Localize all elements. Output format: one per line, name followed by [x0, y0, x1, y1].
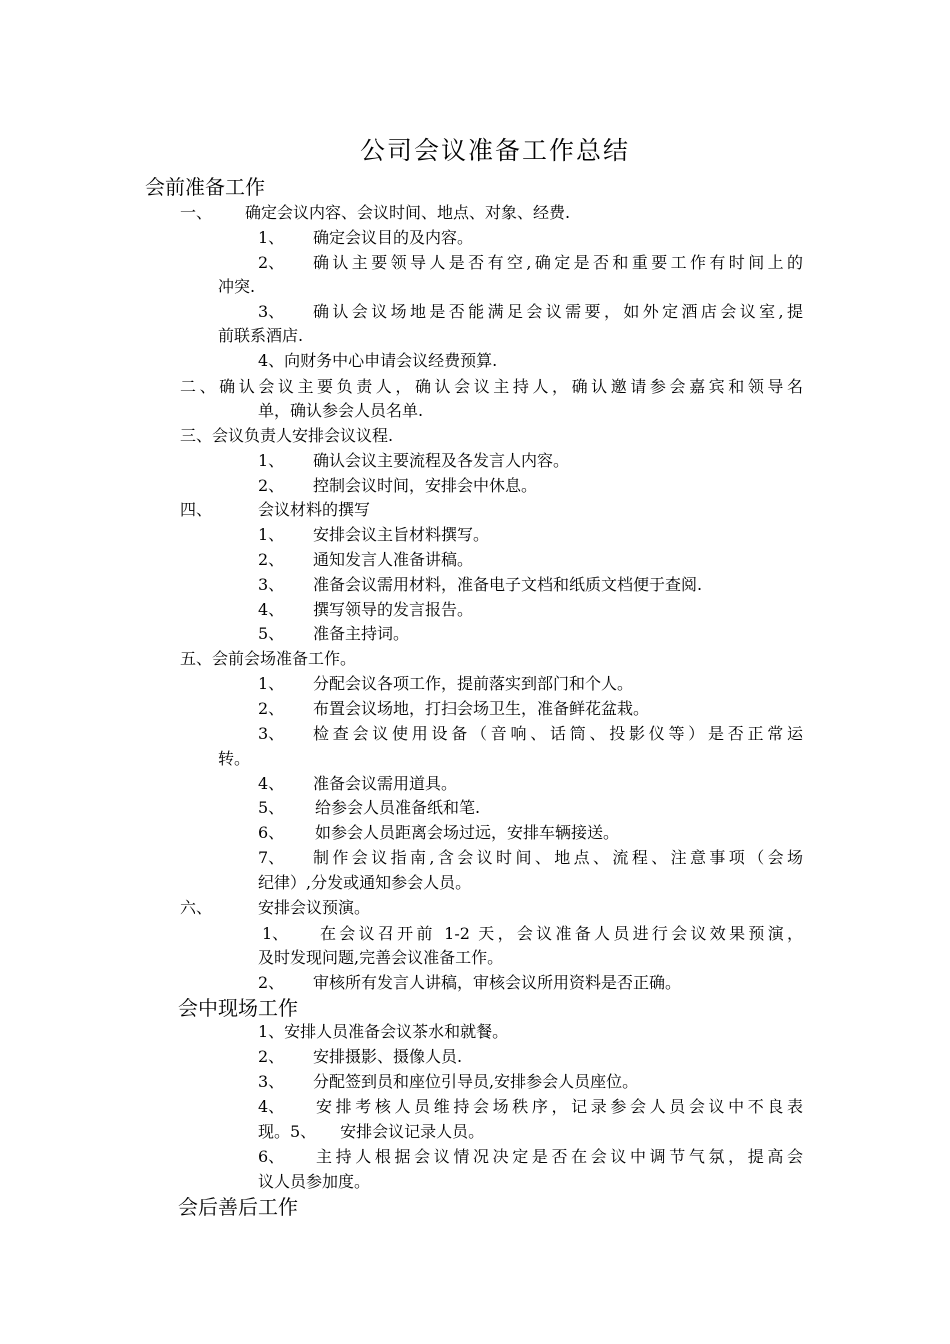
sub-item-text: 安排考核人员维持会场秩序，记录参会人员会议中不良表 [316, 1097, 803, 1116]
sub-item-number: 3、 [258, 724, 285, 743]
sub-item-number: 2、 [258, 253, 285, 272]
sub-item-continuation: 现。5、 安排会议记录人员。 [258, 1122, 485, 1141]
sub-item-text: 审核所有发言人讲稿，审核会议所用资料是否正确。 [313, 973, 682, 992]
sub-item-text: 4、向财务中心申请会议经费预算. [258, 351, 498, 370]
item-continuation: 单，确认参会人员名单. [258, 401, 424, 420]
sub-item-text: 给参会人员准备纸和笔. [315, 798, 481, 817]
item-text: 五、会前会场准备工作。 [180, 649, 357, 668]
item-text: 三、会议负责人安排会议议程. [180, 426, 394, 445]
sub-item-text: 布置会议场地，打扫会场卫生，准备鲜花盆栽。 [313, 699, 650, 718]
sub-item-text: 控制会议时间，安排会中休息。 [313, 476, 538, 495]
sub-item-number: 4、 [258, 600, 285, 619]
sub-item-text: 准备主持词。 [313, 624, 410, 643]
sub-item-continuation: 转。 [218, 749, 251, 768]
sub-item-text: 确定会议目的及内容。 [313, 228, 474, 247]
sub-item-number: 1、 [258, 451, 285, 470]
section-heading-post-meeting: 会后善后工作 [178, 1195, 298, 1219]
sub-item-number: 1、 [258, 228, 285, 247]
sub-item-number: 2、 [258, 973, 285, 992]
sub-item-text: 制作会议指南,含会议时间、地点、流程、注意事项（会场 [313, 848, 803, 867]
sub-item-text: 安排会议主旨材料撰写。 [313, 525, 490, 544]
section-heading-pre-meeting: 会前准备工作 [145, 175, 265, 199]
sub-item-number: 2、 [258, 550, 285, 569]
sub-item-text: 准备会议需用道具。 [313, 774, 458, 793]
sub-item-text: 1、安排人员准备会议茶水和就餐。 [258, 1022, 509, 1041]
sub-item-number: 1、 [262, 924, 289, 943]
sub-item-number: 2、 [258, 699, 285, 718]
sub-item-number: 3、 [258, 575, 285, 594]
sub-item-text: 准备会议需用材料，准备电子文档和纸质文档便于查阅. [313, 575, 703, 594]
sub-item-text: 确认会议场地是否能满足会议需要，如外定酒店会议室,提 [313, 302, 803, 321]
item-text: 二、确认会议主要负责人，确认会议主持人，确认邀请参会嘉宾和领导名 [180, 377, 803, 396]
sub-item-text: 主持人根据会议情况决定是否在会议中调节气氛，提高会 [316, 1147, 803, 1166]
sub-item-continuation: 议人员参加度。 [258, 1172, 371, 1191]
item-number: 一、 [180, 203, 213, 222]
sub-item-number: 7、 [258, 848, 285, 867]
sub-item-continuation: 纪律）,分发或通知参会人员。 [258, 873, 472, 892]
sub-item-text: 分配会议各项工作，提前落实到部门和个人。 [313, 674, 634, 693]
sub-item-text: 分配签到员和座位引导员,安排参会人员座位。 [313, 1072, 639, 1091]
sub-item-number: 1、 [258, 525, 285, 544]
sub-item-text: 在会议召开前 1-2 天，会议准备人员进行会议效果预演， [320, 924, 803, 943]
item-text: 确定会议内容、会议时间、地点、对象、经费. [245, 203, 571, 222]
item-text: 会议材料的撰写 [258, 500, 371, 519]
sub-item-number: 2、 [258, 1047, 285, 1066]
sub-item-number: 5、 [258, 624, 285, 643]
sub-item-number: 6、 [258, 1147, 285, 1166]
sub-item-number: 5、 [258, 798, 285, 817]
sub-item-continuation: 前联系酒店. [218, 326, 304, 345]
document-title: 公司会议准备工作总结 [360, 136, 631, 165]
sub-item-number: 4、 [258, 1097, 285, 1116]
sub-item-text: 检查会议使用设备（音响、话筒、投影仪等）是否正常运 [313, 724, 803, 743]
sub-item-number: 1、 [258, 674, 285, 693]
sub-item-number: 6、 [258, 823, 285, 842]
sub-item-continuation: 及时发现问题,完善会议准备工作。 [258, 948, 504, 967]
item-text: 安排会议预演。 [258, 898, 371, 917]
sub-item-number: 4、 [258, 774, 285, 793]
sub-item-continuation: 冲突. [218, 277, 256, 296]
sub-item-number: 2、 [258, 476, 285, 495]
sub-item-text: 如参会人员距离会场过远，安排车辆接送。 [315, 823, 620, 842]
sub-item-text: 确认会议主要流程及各发言人内容。 [313, 451, 570, 470]
section-heading-on-site: 会中现场工作 [178, 996, 298, 1020]
sub-item-text: 通知发言人准备讲稿。 [313, 550, 474, 569]
sub-item-number: 3、 [258, 1072, 285, 1091]
item-number: 六、 [180, 898, 213, 917]
sub-item-text: 安排摄影、摄像人员. [313, 1047, 463, 1066]
sub-item-text: 撰写领导的发言报告。 [313, 600, 474, 619]
sub-item-number: 3、 [258, 302, 285, 321]
sub-item-text: 确认主要领导人是否有空,确定是否和重要工作有时间上的 [313, 253, 803, 272]
item-number: 四、 [180, 500, 213, 519]
